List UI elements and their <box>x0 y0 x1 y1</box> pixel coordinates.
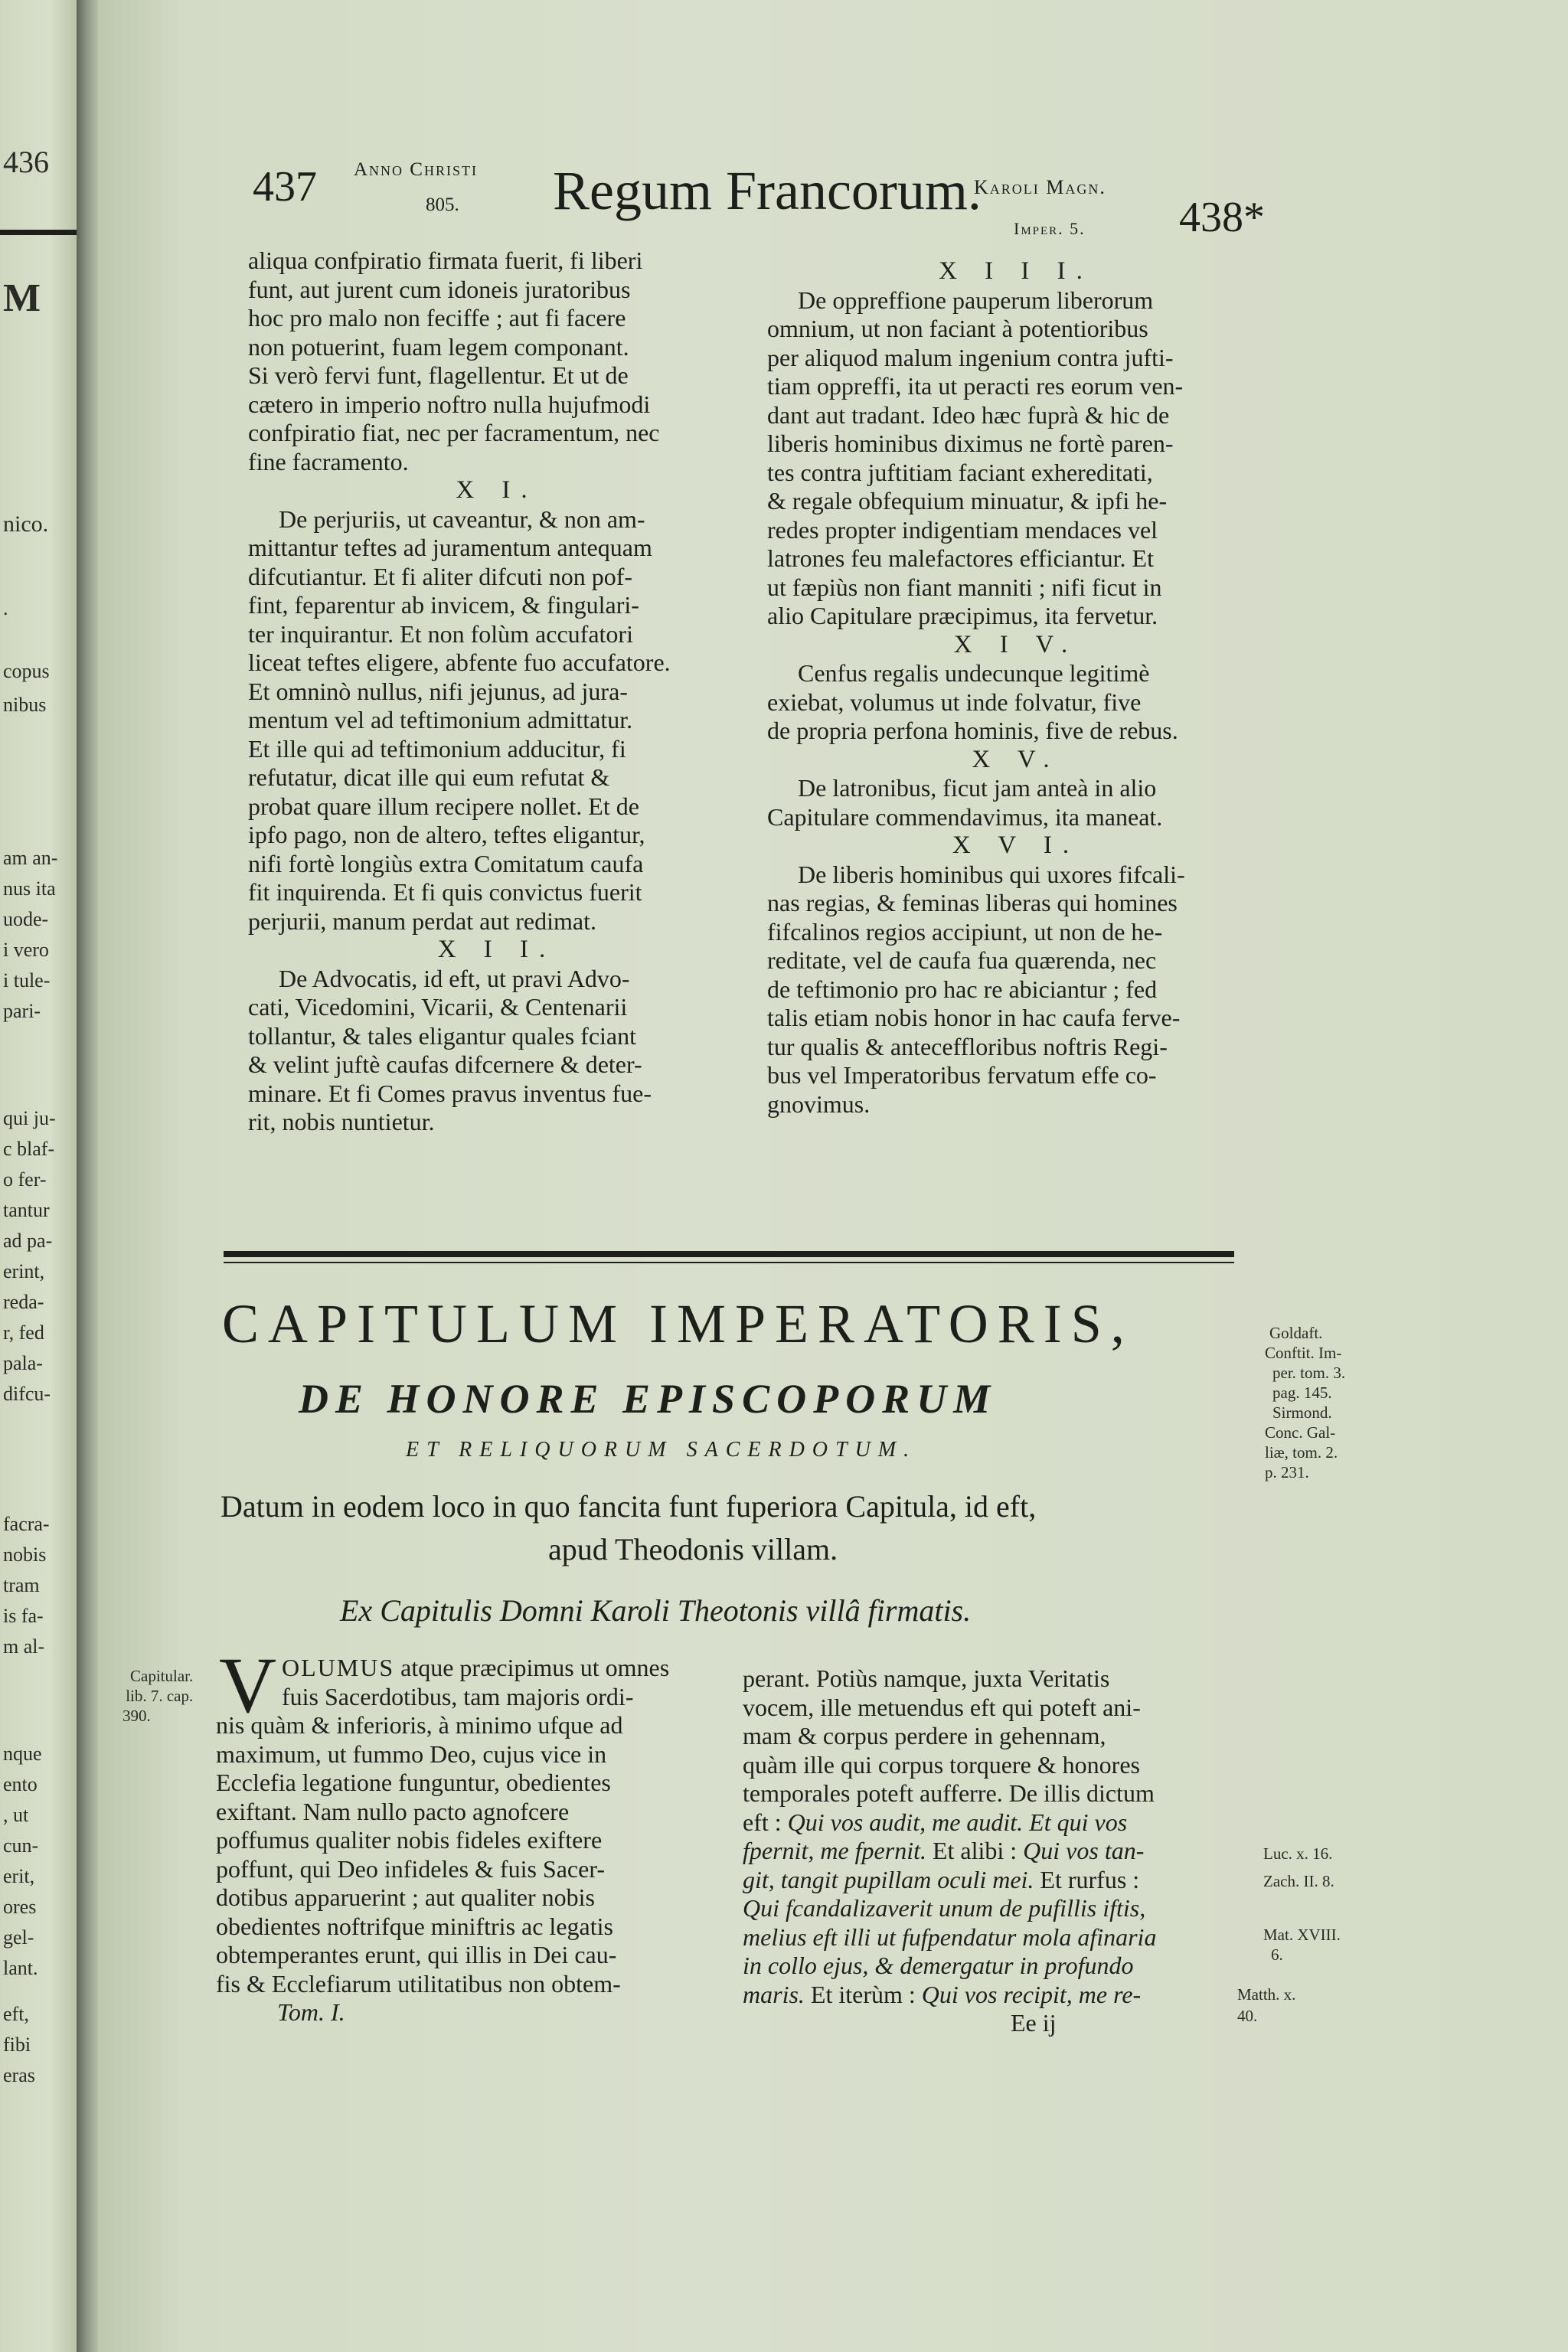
facing-fragment: lant. <box>3 1957 38 1979</box>
quote-fragment: Qui vos audit, me audit. Et qui vos <box>787 1808 1128 1836</box>
facing-fragment: facra- <box>3 1513 50 1535</box>
right-column <box>767 257 1265 1119</box>
margin-line: Capitular. <box>130 1667 194 1685</box>
volume-label: Tom. I. <box>277 1998 345 2026</box>
text-line: nas regias, & feminas liberas qui homines <box>767 889 1178 916</box>
facing-fragment: copus <box>3 660 50 682</box>
text-line: Capitulare commendavimus, ita maneat. <box>767 802 1163 831</box>
facing-fragment: nibus <box>3 694 47 716</box>
text-fragment: eft : <box>743 1808 788 1836</box>
margin-line: p. 231. <box>1265 1463 1309 1481</box>
text-line <box>216 1654 721 1683</box>
facing-fragment: r, fed <box>3 1321 44 1344</box>
text-line: Et ille qui ad teftimonium adducitur, fi <box>248 734 626 763</box>
facing-fragment: i vero <box>3 939 49 961</box>
quote-fragment: maris. <box>743 1980 805 2008</box>
margin-note-zach: Zach. II. 8. <box>1263 1872 1334 1890</box>
text-line: omnium, ut non faciant à potentioribus <box>767 315 1148 342</box>
section-heading-xi: X I. <box>456 476 538 504</box>
margin-line: per. tom. 3. <box>1272 1364 1346 1382</box>
facing-fragment: tram <box>3 1574 40 1596</box>
text-line: Ecclefia legatione funguntur, obedientes <box>216 1769 611 1796</box>
facing-fragment: ento <box>3 1773 38 1795</box>
section-heading-xvi: X V I. <box>952 831 1080 859</box>
header-year: 805. <box>426 194 459 215</box>
text-line: in collo ejus, & demergatur in profundo <box>743 1952 1134 1979</box>
text-line: rit, nobis nuntietur. <box>248 1108 435 1135</box>
text-line: mittantur teftes ad juramentum antequam <box>248 534 652 561</box>
facing-fragment: pari- <box>3 1000 41 1022</box>
text-line: nis quàm & inferioris, à minimo ufque ad <box>216 1711 623 1739</box>
quote-fragment: git, tangit pupillam oculi mei. <box>743 1865 1034 1893</box>
text-line: cati, Vicedomini, Vicarii, & Centenarii <box>248 993 628 1021</box>
text-line: tur qualis & anteceffloribus noftris Regi- <box>767 1032 1168 1060</box>
text-line: confpiratio fiat, nec per facramentum, nec <box>248 419 660 446</box>
facing-fragment: nobis <box>3 1544 47 1566</box>
facing-fragment: erint, <box>3 1260 45 1282</box>
text-line: liceat teftes eligere, abfente fuo accufatore. <box>248 648 671 676</box>
text-line <box>743 1808 1256 1838</box>
text-line: tiam oppreffi, ita ut peracti res eorum ven- <box>767 372 1184 400</box>
text-line: tollantur, & tales eligantur quales fciant <box>248 1021 636 1050</box>
facing-fragment: nus ita <box>3 877 56 900</box>
facing-fragment: . <box>3 597 8 619</box>
text-line: temporales poteft aufferre. De illis dictum <box>743 1779 1155 1807</box>
text-line: poffumus qualiter nobis fideles exiftere <box>216 1826 603 1854</box>
facing-fragment: uode- <box>3 908 49 930</box>
text-line <box>743 1837 1256 1866</box>
facing-fragment: erit, <box>3 1865 35 1887</box>
chapter-subtitle-2: ET RELIQUORUM SACERDOTUM. <box>406 1438 917 1462</box>
facing-fragment: reda- <box>3 1291 44 1313</box>
text-line: melius eft illi ut fufpendatur mola afinaria <box>743 1922 1157 1951</box>
margin-line: pag. 145. <box>1272 1383 1332 1402</box>
text-line: funt, aut jurent cum idoneis juratoribus <box>248 275 631 303</box>
text-line: aliqua confpiratio firmata fuerit, fi liberi <box>248 247 643 274</box>
facing-fragment: difcu- <box>3 1383 51 1405</box>
running-title: Regum Francorum. <box>553 160 982 221</box>
header-imper: Imper. 5. <box>1014 219 1086 238</box>
facing-fragment: gel- <box>3 1926 34 1949</box>
margin-line: Goldaft. <box>1269 1324 1323 1342</box>
datum-line-2: apud Theodonis villam. <box>548 1532 838 1566</box>
text-line: perant. Potiùs namque, juxta Veritatis <box>743 1664 1110 1692</box>
ex-capitulis: Ex Capitulis Domni Karoli Theotonis villâ firmatis. <box>340 1593 972 1628</box>
text-line: De Advocatis, id eft, ut pravi Advo- <box>279 964 630 992</box>
page-number-left: 437 <box>253 163 317 211</box>
facing-fragment: nico. <box>3 511 49 537</box>
text-line: exiebat, volumus ut inde folvatur, five <box>767 688 1142 716</box>
facing-fragment: nque <box>3 1743 42 1765</box>
text-line: liberis hominibus diximus ne fortè paren- <box>767 430 1174 457</box>
bottom-right-column <box>743 1664 1256 2038</box>
chapter-title: CAPITULUM IMPERATORIS, <box>222 1293 1134 1354</box>
text-fragment: Et alibi : <box>926 1837 1024 1864</box>
facing-fragment: o fer- <box>3 1168 47 1191</box>
text-line: dotibus apparuerint ; aut qualiter nobis <box>216 1883 595 1911</box>
text-line: non potuerint, fuam legem componant. <box>248 332 629 361</box>
text-line: probat quare illum recipere nollet. Et de <box>248 792 639 820</box>
text-line: refutatur, dicat ille qui eum refutat & <box>248 763 610 791</box>
text-line: De perjuriis, ut caveantur, & non am- <box>279 505 645 533</box>
facing-fragment: ores <box>3 1896 37 1918</box>
facing-page-number: 436 <box>3 145 49 179</box>
margin-line: lib. 7. cap. <box>126 1687 194 1705</box>
text-line: fit inquirenda. Et fi quis convictus fuerit <box>248 878 642 906</box>
margin-note-left-bottom <box>122 1666 193 1726</box>
text-line: Cenfus regalis undecunque legitimè <box>798 659 1150 687</box>
margin-note-luc: Luc. x. 16. <box>1263 1844 1333 1863</box>
section-heading-xv: X V. <box>972 745 1060 773</box>
text-line: vocem, ille metuendus eft qui poteft ani- <box>743 1693 1141 1721</box>
facing-fragment: eras <box>3 2064 35 2086</box>
text-line: minare. Et fi Comes pravus inventus fue- <box>248 1079 652 1107</box>
text-line: bus vel Imperatoribus fervatum effe co- <box>767 1061 1157 1089</box>
text-fragment: atque præcipimus ut omnes <box>394 1654 670 1681</box>
margin-line: Sirmond. <box>1272 1403 1332 1422</box>
text-line: hoc pro malo non feciffe ; aut fi facere <box>248 304 626 332</box>
margin-line: Conc. Gal- <box>1265 1423 1336 1442</box>
facing-fragment: qui ju- <box>3 1107 56 1129</box>
section-rule-thin <box>224 1262 1234 1263</box>
facing-fragment: ad pa- <box>3 1230 53 1252</box>
page-number-right: 438* <box>1179 194 1265 241</box>
text-line: tes contra juftitiam faciant exhereditati, <box>767 458 1153 486</box>
header-anno: Anno Christi <box>354 159 478 180</box>
facing-fragment: eft, <box>3 2003 29 2025</box>
facing-rule <box>0 230 84 235</box>
text-line: difcutiantur. Et fi aliter difcuti non pof- <box>248 562 633 590</box>
left-column <box>248 247 746 1137</box>
text-line: ter inquirantur. Et non folùm accufatori <box>248 619 633 648</box>
text-line: fuis Sacerdotibus, tam majoris ordi- <box>282 1682 634 1710</box>
section-heading-xii: X I I. <box>437 936 557 963</box>
text-line: Et omninò nullus, nifi jejunus, ad jura- <box>248 677 628 705</box>
quote-fragment: Qui vos recipit, me re- <box>921 1980 1142 2008</box>
facing-fragment: m al- <box>3 1635 45 1658</box>
margin-line: Conftit. Im- <box>1265 1344 1342 1362</box>
first-word: OLUMUS <box>282 1654 395 1681</box>
facing-fragment: tantur <box>3 1199 50 1221</box>
facing-fragment: i tule- <box>3 969 51 991</box>
text-line: obedientes noftrifque miniftris ac legatis <box>216 1912 613 1940</box>
section-rule-thick <box>224 1251 1234 1257</box>
text-line: De latronibus, ficut jam anteà in alio <box>798 774 1157 802</box>
margin-note-right-top <box>1265 1323 1345 1482</box>
text-line <box>743 1981 1256 2010</box>
text-line: fis & Ecclefiarum utilitatibus non obtem- <box>216 1969 621 1998</box>
text-line: exiftant. Nam nullo pacto agnofcere <box>216 1797 570 1825</box>
text-line: quàm ille qui corpus torquere & honores <box>743 1750 1140 1779</box>
text-line: cætero in imperio noftro nulla hujufmodi <box>248 390 651 418</box>
text-line <box>743 1866 1256 1895</box>
text-line: & regale obfequium minuatur, & ipfi he- <box>767 487 1168 514</box>
facing-fragment: is fa- <box>3 1605 44 1627</box>
text-line: obtemperantes erunt, qui illis in Dei cau- <box>216 1941 617 1968</box>
header-karoli: Karoli Magn. <box>974 176 1106 198</box>
text-line: nifi fortè longiùs extra Comitatum caufa <box>248 849 644 877</box>
text-line: ut fæpiùs non fiant manniti ; nifi ficut in <box>767 573 1162 601</box>
facing-fragment: c blaf- <box>3 1138 55 1160</box>
chapter-subtitle: DE HONORE EPISCOPORUM <box>299 1376 998 1422</box>
text-line: maximum, ut fummo Deo, cujus vice in <box>216 1740 607 1768</box>
text-line: fint, feparentur ab invicem, & fingulari- <box>248 591 639 619</box>
facing-fragment: fibi <box>3 2034 31 2056</box>
text-line: gnovimus. <box>767 1089 871 1118</box>
section-heading-xiv: X I V. <box>953 630 1079 658</box>
facing-fragment: , ut <box>3 1804 29 1826</box>
text-line: redes propter indigentiam mendaces vel <box>767 515 1158 544</box>
quote-fragment: fpernit, me fpernit. <box>743 1837 926 1864</box>
text-line: De liberis hominibus qui uxores fifcali- <box>798 860 1185 888</box>
text-line: reditate, vel de caufa fua quærenda, nec <box>767 946 1157 974</box>
quote-fragment: Qui vos tan- <box>1023 1837 1145 1864</box>
drop-cap: V <box>219 1642 277 1730</box>
signature-mark: Ee ij <box>1011 2009 1057 2037</box>
text-line: alio Capitulare præcipimus, ita fervetur. <box>767 602 1158 629</box>
text-line: fine facramento. <box>248 447 409 475</box>
text-fragment: Et rurfus : <box>1034 1865 1140 1893</box>
facing-fragment: cun- <box>3 1834 39 1857</box>
text-line: ipfo pago, non de altero, teftes eligantur, <box>248 821 645 848</box>
text-line: per aliquod malum ingenium contra jufti- <box>767 343 1174 371</box>
text-line: mentum vel ad teftimonium admittatur. <box>248 706 633 733</box>
text-line: de teftimonio pro hac re abiciantur ; fed <box>767 975 1158 1003</box>
datum-line-1: Datum in eodem loco in quo fancita funt fuperiora Capitula, id eft, <box>220 1489 1037 1524</box>
margin-line: liæ, tom. 2. <box>1265 1443 1338 1462</box>
text-line: fifcalinos regios accipiunt, ut non de he- <box>767 917 1163 946</box>
text-fragment: Et iterùm : <box>804 1980 922 2008</box>
facing-fragment: M <box>3 276 41 320</box>
section-heading-xiii: X I I I. <box>939 257 1093 285</box>
text-line: de propria perfona hominis, five de rebus. <box>767 717 1178 744</box>
margin-line: 390. <box>122 1707 151 1725</box>
facing-fragment: pala- <box>3 1352 43 1374</box>
text-line: dant aut tradant. Ideo hæc fuprà & hic de <box>767 400 1170 429</box>
margin-note-matth-verse: 40. <box>1237 2007 1258 2025</box>
text-line: mam & corpus perdere in gehennam, <box>743 1722 1106 1749</box>
text-line: Qui fcandalizaverit unum de pufillis iftis, <box>743 1894 1146 1922</box>
margin-note-matth: Matth. x. <box>1237 1985 1296 2004</box>
margin-note-mat: Mat. XVIII. <box>1263 1926 1341 1944</box>
text-line: Si verò fervi funt, flagellentur. Et ut de <box>248 361 629 389</box>
text-line: De oppreffione pauperum liberorum <box>798 286 1154 314</box>
text-line: perjurii, manum perdat aut redimat. <box>248 906 596 935</box>
text-line: poffunt, qui Deo infideles & fuis Sacer- <box>216 1854 605 1883</box>
text-line: talis etiam nobis honor in hac caufa ferve- <box>767 1004 1181 1031</box>
text-line: latrones feu malefactores efficiantur. Et <box>767 544 1154 572</box>
bottom-left-column <box>216 1654 721 2027</box>
text-line: & velint juftè caufas difcernere & deter- <box>248 1050 642 1078</box>
margin-note-mat-verse: 6. <box>1271 1945 1283 1964</box>
facing-fragment: am an- <box>3 847 58 869</box>
